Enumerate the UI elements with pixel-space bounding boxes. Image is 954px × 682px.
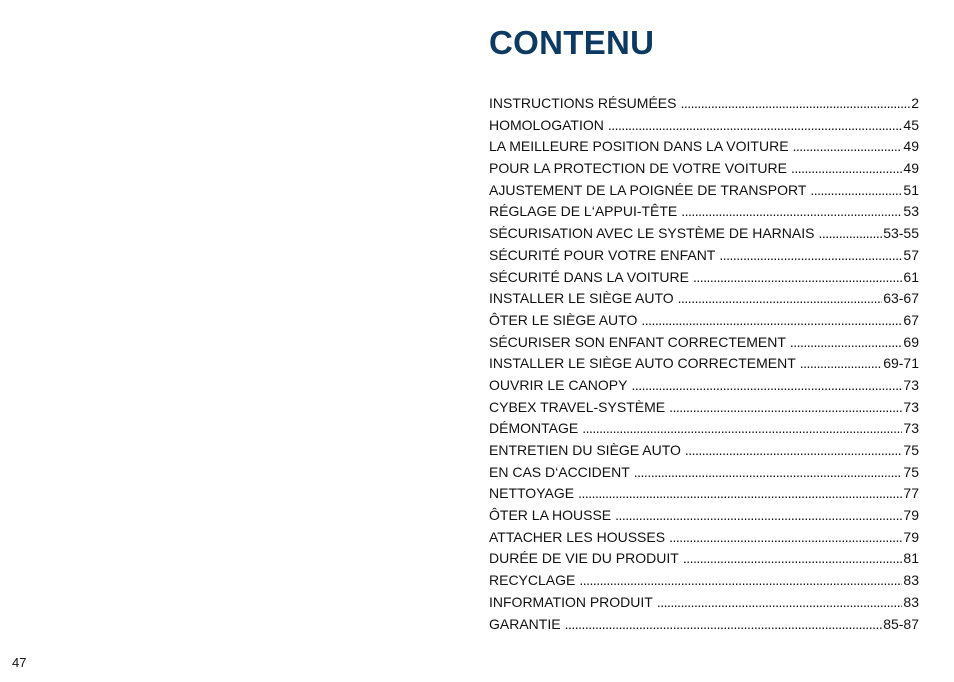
toc-entry-label: RÉGLAGE DE L‘APPUI-TÊTE (489, 203, 678, 220)
toc-entry-label: INSTRUCTIONS RÉSUMÉES (489, 95, 677, 111)
toc-dot-leader (631, 375, 902, 397)
toc-entry-label: SÉCURISER SON ENFANT CORRECTEMENT (489, 333, 786, 350)
toc-entry-label: OUVRIR LE CANOPY (489, 376, 628, 393)
toc-dot-leader (678, 288, 883, 310)
toc-entry-page: 85-87 (883, 615, 919, 632)
toc-entry-page: 69-71 (883, 355, 919, 372)
toc-dot-leader (669, 397, 902, 419)
toc-entry-label: HOMOLOGATION (489, 116, 604, 133)
toc-entry (489, 375, 919, 397)
toc-entry-page: 73 (903, 376, 919, 393)
toc-dot-leader (634, 462, 903, 484)
toc-entry-page: 77 (903, 485, 919, 502)
toc-entry-label: CYBEX TRAVEL-SYSTÈME (489, 398, 666, 415)
toc-entry-label: AJUSTEMENT DE LA POIGNÉE DE TRANSPORT (489, 181, 807, 198)
toc-dot-leader (683, 548, 903, 570)
toc-entry-label: DÉMONTAGE (489, 420, 579, 437)
toc-entry-page: 49 (903, 160, 919, 177)
toc-dot-leader (793, 136, 903, 158)
toc-entry (489, 332, 919, 354)
toc-dot-leader (790, 332, 903, 354)
toc-dot-leader (685, 440, 903, 462)
toc-entry (489, 223, 919, 245)
toc-entry (489, 158, 919, 180)
toc-entry-page: 75 (903, 442, 919, 458)
toc-dot-leader (693, 267, 902, 289)
toc-entry-page: 83 (903, 593, 919, 610)
toc-entry-page: 49 (903, 138, 919, 155)
toc-entry-label: ÔTER LE SIÈGE AUTO (489, 311, 638, 328)
toc-entry-label: ÔTER LA HOUSSE (489, 507, 612, 524)
toc-entry-page: 81 (903, 550, 919, 567)
toc-entry-label: SÉCURITÉ DANS LA VOITURE (489, 268, 689, 285)
toc-dot-leader (578, 483, 902, 505)
table-of-contents (489, 24, 919, 635)
toc-entry-page: 79 (903, 528, 919, 545)
toc-entry (489, 93, 919, 115)
toc-entry-page: 57 (903, 246, 919, 263)
toc-dot-leader (669, 527, 902, 549)
toc-entry-label: LA MEILLEURE POSITION DANS LA VOITURE (489, 138, 789, 155)
toc-dot-leader (615, 505, 902, 527)
toc-entry (489, 462, 919, 484)
toc-entry (489, 201, 919, 223)
toc-entry (489, 483, 919, 505)
toc-entry-page: 53 (903, 203, 919, 220)
toc-dot-leader (810, 180, 902, 202)
toc-dot-leader (818, 223, 882, 245)
toc-entry-label: GARANTIE (489, 615, 561, 632)
toc-entry (489, 136, 919, 158)
toc-entry (489, 505, 919, 527)
toc-entry-label: DURÉE DE VIE DU PRODUIT (489, 550, 679, 567)
toc-entry-label: INSTALLER LE SIÈGE AUTO CORRECTEMENT (489, 355, 796, 372)
toc-dot-leader (565, 614, 883, 636)
toc-entry-label: EN CAS D‘ACCIDENT (489, 463, 630, 480)
toc-entry (489, 614, 919, 636)
toc-entry-page: 79 (903, 507, 919, 524)
toc-entry-page: 75 (903, 463, 919, 480)
toc-entry-label: NETTOYAGE (489, 485, 575, 502)
toc-dot-leader (719, 245, 902, 267)
toc-dot-leader (657, 592, 903, 614)
toc-entry-page: 61 (903, 268, 919, 285)
toc-entry (489, 397, 919, 419)
toc-entry-label: RECYCLAGE (489, 572, 576, 589)
toc-entry-page: 69 (903, 333, 919, 350)
toc-entry-label: SÉCURITÉ POUR VOTRE ENFANT (489, 246, 716, 263)
toc-entry (489, 245, 919, 267)
toc-entry (489, 548, 919, 570)
toc-entry-label: POUR LA PROTECTION DE VOTRE VOITURE (489, 160, 787, 177)
toc-entry-page: 53-55 (883, 225, 919, 242)
toc-entry-page: 73 (903, 398, 919, 415)
toc-entry-page: 45 (903, 116, 919, 133)
toc-dot-leader (582, 418, 902, 440)
toc-entry-page: 2 (911, 95, 919, 111)
toc-dot-leader (608, 115, 903, 137)
toc-entry-page: 73 (903, 420, 919, 437)
toc-entry-page: 51 (903, 181, 919, 198)
toc-entry-page: 83 (903, 572, 919, 589)
toc-entry (489, 353, 919, 375)
toc-entry (489, 310, 919, 332)
toc-entry (489, 527, 919, 549)
toc-title: CONTENU (489, 24, 655, 61)
toc-dot-leader (579, 570, 902, 592)
toc-entry (489, 180, 919, 202)
toc-dot-leader (791, 158, 902, 180)
toc-entry (489, 418, 919, 440)
toc-entry (489, 267, 919, 289)
page-number: 47 (12, 655, 27, 670)
toc-entry (489, 592, 919, 614)
toc-entry-label: ATTACHER LES HOUSSES (489, 528, 666, 545)
toc-entry (489, 288, 919, 310)
toc-entry (489, 440, 919, 462)
toc-dot-leader (680, 93, 910, 115)
toc-entry-page: 67 (903, 311, 919, 328)
toc-entry-label: INFORMATION PRODUIT (489, 593, 653, 610)
toc-entry (489, 115, 919, 137)
toc-entry-label: ENTRETIEN DU SIÈGE AUTO (489, 442, 681, 458)
toc-entry-label: SÉCURISATION AVEC LE SYSTÈME DE HARNAIS (489, 225, 815, 242)
toc-dot-leader (800, 353, 882, 375)
toc-entry (489, 570, 919, 592)
toc-entry-page: 63-67 (883, 290, 919, 307)
toc-dot-leader (641, 310, 902, 332)
toc-entry-label: INSTALLER LE SIÈGE AUTO (489, 290, 674, 307)
toc-list (489, 93, 919, 635)
toc-dot-leader (681, 201, 902, 223)
